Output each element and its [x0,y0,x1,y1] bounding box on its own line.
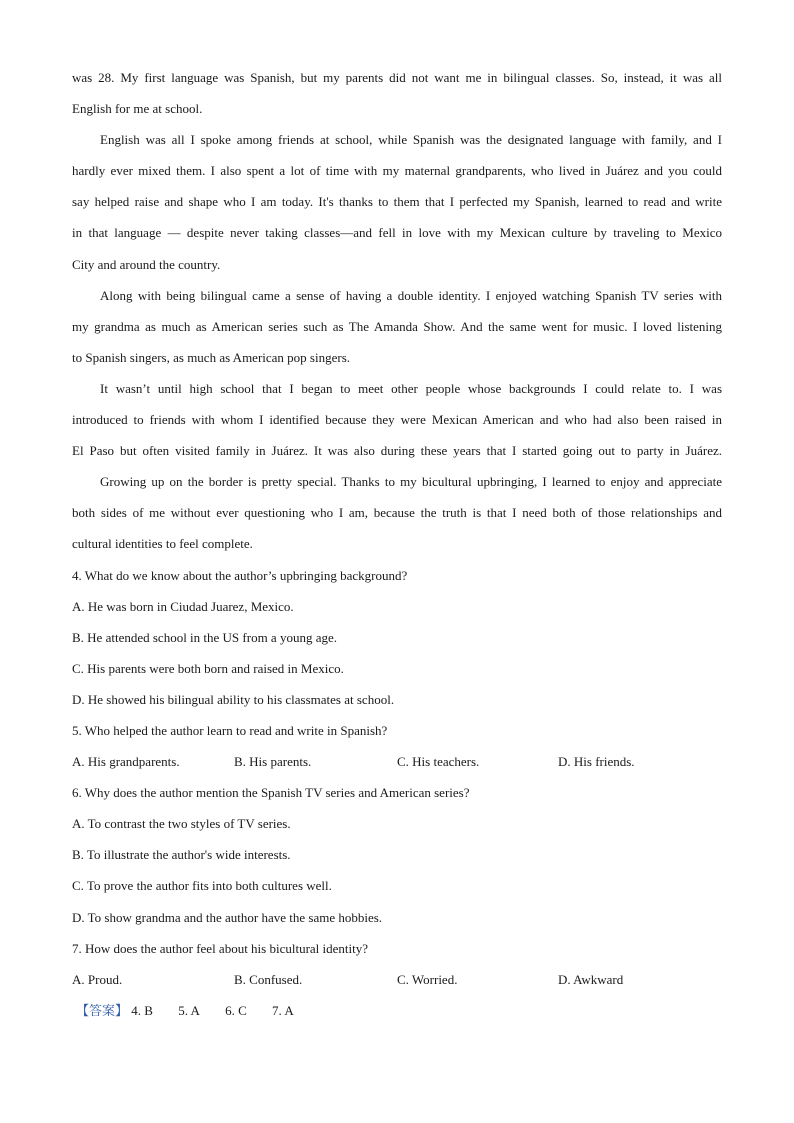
answer-key [72,995,722,1026]
passage-line: City and around the country. [72,256,221,272]
question-text: 7. How does the author feel about his bicultural identity? [72,940,369,956]
option-a: A. His grandparents. [72,754,180,770]
passage-line: It wasn’t until high school that I began to meet other people whose backgrounds I could relate to. I was [100,380,722,396]
document-page [72,62,722,1026]
option-c: C. To prove the author fits into both cultures well. [72,878,332,894]
passage-line: El Paso but often visited family in Juárez. It was also during these years that I started going out to party in Juárez. [72,443,722,459]
answer-item: 6. C [225,1002,247,1018]
answer-label: 【答案】 [76,1002,129,1018]
option-b: B. To illustrate the author's wide interests. [72,847,291,863]
options-row [72,964,722,995]
passage-line: both sides of me without ever questioning who I am, because the truth is that I need both of those relationships and [72,505,722,521]
passage-line: Along with being bilingual came a sense of having a double identity. I enjoyed watching Spanish TV series with [100,287,722,303]
passage-line: in that language — despite never taking classes—and fell in love with my Mexican culture by traveling to Mexico [72,225,722,241]
option-a: A. He was born in Ciudad Juarez, Mexico. [72,598,294,614]
option-c: C. His parents were both born and raised in Mexico. [72,660,344,676]
passage-line: to Spanish singers, as much as American pop singers. [72,349,351,365]
option-b: B. His parents. [234,754,312,770]
answer-item: 7. A [272,1002,294,1018]
passage-line: English for me at school. [72,101,203,117]
option-d: D. Awkward [558,971,624,987]
option-a: A. Proud. [72,971,123,987]
option-a: A. To contrast the two styles of TV series. [72,816,291,832]
option-c: C. His teachers. [397,754,480,770]
question-5 [72,715,722,777]
question-text: 5. Who helped the author learn to read and write in Spanish? [72,722,388,738]
question-6 [72,777,722,932]
question-7 [72,933,722,995]
option-d: D. He showed his bilingual ability to his classmates at school. [72,691,395,707]
passage-line: English was all I spoke among friends at school, while Spanish was the designated language with family, and I [100,132,722,148]
question-4 [72,560,722,715]
passage-line: say helped raise and shape who I am today. It's thanks to them that I perfected my Spanish, learned to read and write [72,194,722,210]
option-d: D. His friends. [558,754,635,770]
question-text: 6. Why does the author mention the Spanish TV series and American series? [72,785,470,801]
passage-line: hardly ever mixed them. I also spent a lot of time with my maternal grandparents, who lived in Juárez and you could [72,163,722,179]
reading-passage [72,62,722,560]
question-text: 4. What do we know about the author’s upbringing background? [72,567,408,583]
option-c: C. Worried. [397,971,458,987]
passage-line: was 28. My first language was Spanish, but my parents did not want me in bilingual classes. So, instead, it was all [72,70,722,85]
passage-line: introduced to friends with whom I identified because they were Mexican American and who had also been raised in [72,412,722,428]
answer-item: 5. A [178,1002,200,1018]
options-row [72,746,722,777]
passage-line: Growing up on the border is pretty special. Thanks to my bicultural upbringing, I learned to enjoy and appreciate [100,474,722,490]
passage-line: cultural identities to feel complete. [72,536,253,552]
passage-line: my grandma as much as American series such as The Amanda Show. And the same went for music. I loved listening [72,318,722,334]
answer-item: 4. B [131,1002,153,1018]
option-b: B. Confused. [234,971,303,987]
option-b: B. He attended school in the US from a young age. [72,629,337,645]
option-d: D. To show grandma and the author have the same hobbies. [72,909,383,925]
